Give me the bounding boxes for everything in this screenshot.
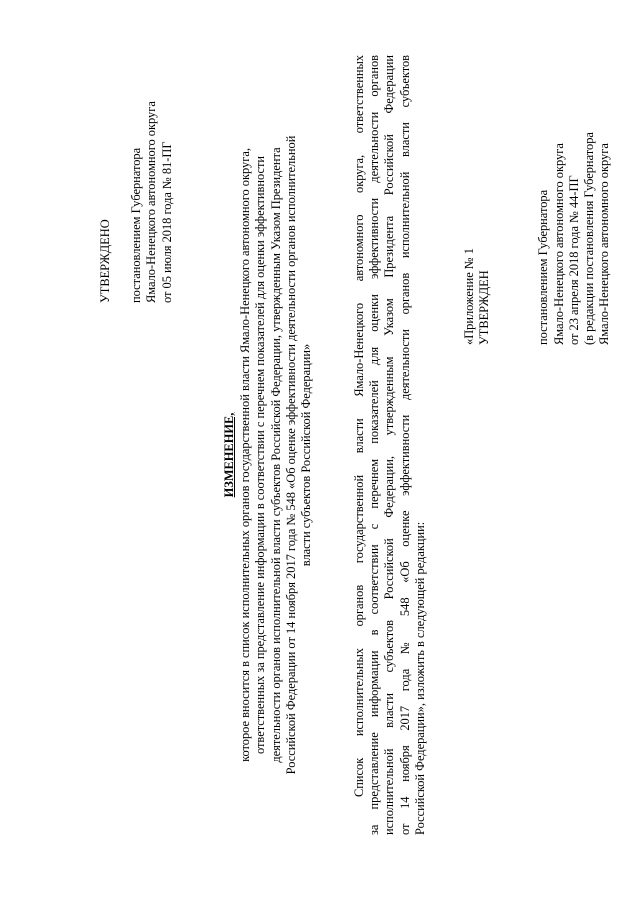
- approval-line: Ямало-Ненецкого автономного округа: [551, 143, 566, 345]
- title-line: власти субъектов Российской Федерации»: [299, 343, 314, 567]
- title-line: которое вносится в список исполнительных органов государственной власти Ямало-Ненецкого автономного округа,: [238, 148, 253, 762]
- approval-heading: УТВЕРЖДЕНО: [98, 219, 112, 303]
- body-line: исполнительной власти субъектов Российской Федерации, утвержденным Указом Президента Российской Федерации: [382, 55, 397, 835]
- body-paragraph: [352, 55, 428, 835]
- title-line: деятельности органов исполнительной власти субъектов Российской Федерации, утвержденным Указом Президента: [268, 147, 283, 763]
- approval-line: постановлением Губернатора: [536, 189, 551, 345]
- body-line: Список исполнительных органов государственной власти Ямало-Ненецкого автономного округа, ответственных: [352, 55, 366, 797]
- approval-stamp-bottom: [462, 45, 612, 345]
- body-line: от 14 ноября 2017 года № 548 «Об оценке эффективности деятельности органов исполнительной власти субъектов: [397, 55, 412, 835]
- approval-line: от 23 апреля 2018 года № 44-ПГ: [566, 175, 581, 345]
- approval-line: Ямало-Ненецкого автономного округа: [597, 143, 612, 345]
- approval-line: постановлением Губернатора: [129, 147, 144, 303]
- document-title: [222, 105, 314, 805]
- body-line: за представление информации в соответствии с перечнем показателей для оценки эффективности деятельности органов: [367, 55, 382, 835]
- approval-line: (в редакции постановления Губернатора: [582, 132, 597, 345]
- title-heading: ИЗМЕНЕНИЕ,: [222, 412, 236, 498]
- approval-line: Ямало-Ненецкого автономного округа: [144, 101, 159, 303]
- approval-heading: УТВЕРЖДЕН: [477, 270, 492, 345]
- appendix-label: «Приложение № 1: [462, 248, 476, 345]
- body-line: Российской Федерации», изложить в следующей редакции:: [412, 521, 427, 835]
- title-line: ответственных за представление информации в соответствии с перечнем показателей для оценки эффективности: [253, 155, 268, 755]
- approval-line: от 05 июля 2018 года № 81-ПГ: [159, 141, 174, 303]
- approval-stamp-top: [98, 33, 175, 303]
- title-line: Российской Федерации от 14 ноября 2017 года № 548 «Об оценке эффективности деятельности органов исполнительной: [283, 135, 298, 775]
